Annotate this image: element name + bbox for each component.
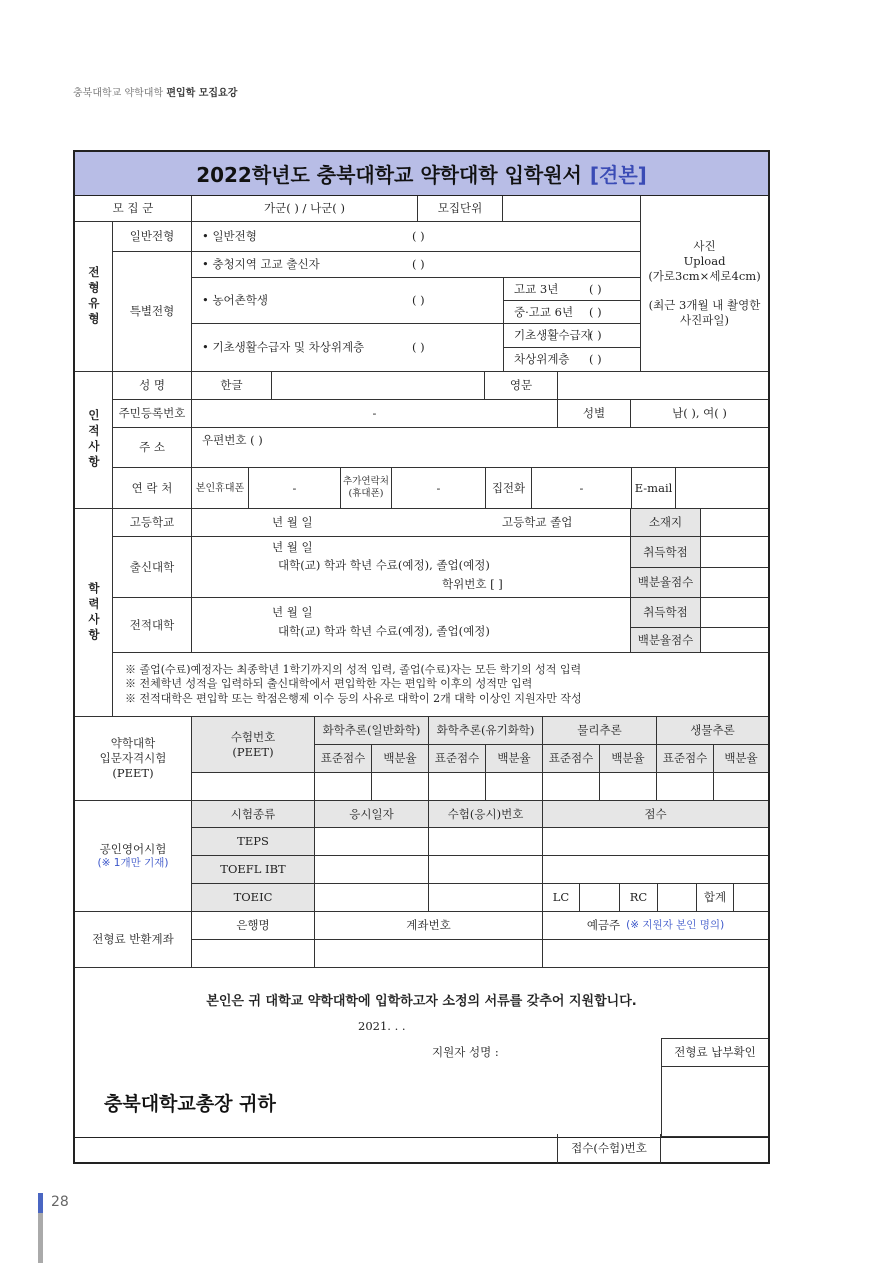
english-col-number: 수험(응시)번호 <box>429 801 543 828</box>
english-test-title: 공인영어시험 <box>99 841 167 856</box>
photo-label: 사진 <box>693 239 716 254</box>
sub-option-near-text: 차상위계층 <box>514 352 570 367</box>
location-label: 소재지 <box>631 509 701 537</box>
fee-check-label: 전형료 납부확인 <box>661 1038 768 1067</box>
special-track-option-2[interactable] <box>192 278 504 324</box>
peet-percentile-field-2[interactable] <box>486 773 543 801</box>
resident-id-field[interactable]: - <box>192 400 558 428</box>
highschool-date: 년 월 일 <box>272 515 313 530</box>
teps-date-field[interactable] <box>315 828 429 856</box>
special-track-label: 특별전형 <box>113 252 192 372</box>
recruit-unit-field[interactable] <box>503 196 641 222</box>
prev-percent-label: 백분율점수 <box>631 628 701 653</box>
peet-std-score-field-1[interactable] <box>315 773 372 801</box>
sub-option-ms6-check: ( ) <box>589 304 602 319</box>
english-name-label: 영문 <box>485 372 558 400</box>
peet-label-2: 입문자격시험 <box>99 751 167 766</box>
extra-contact-field[interactable]: - <box>392 468 486 509</box>
english-test-toeic: TOEIC <box>192 884 315 912</box>
special-track-check-1: ( ) <box>412 257 425 272</box>
gender-label: 성별 <box>558 400 631 428</box>
application-form <box>73 150 770 1164</box>
header-school: 충북대학교 약학대학 <box>73 88 164 99</box>
toeic-lc-field[interactable] <box>580 884 620 912</box>
toeic-total-label: 합계 <box>697 884 734 912</box>
fee-check-box[interactable] <box>661 1067 768 1137</box>
prev-university-date: 년 월 일 <box>272 605 313 619</box>
highschool-grad: 고등학교 졸업 <box>502 515 573 530</box>
page-number: 28 <box>51 1194 69 1210</box>
name-label: 성 명 <box>113 372 192 400</box>
receipt-number-field[interactable] <box>661 1134 770 1164</box>
peet-exam-number-field[interactable] <box>192 773 315 801</box>
university-date: 년 월 일 <box>272 540 313 554</box>
peet-subject-2: 화학추론(유기화학) <box>429 717 543 745</box>
refund-holder-text: 예금주 <box>586 918 621 933</box>
photo-note-2: 사진파일) <box>680 312 729 327</box>
education-section-label: 학력사항 <box>75 509 113 717</box>
extra-contact-label-1: 추가연락처 <box>343 475 389 487</box>
prev-university-label: 전적대학 <box>113 598 192 653</box>
prev-credits-label: 취득학점 <box>631 598 701 628</box>
toefl-score-field[interactable] <box>543 856 768 884</box>
peet-std-score-2: 표준점수 <box>429 745 486 773</box>
peet-std-score-field-4[interactable] <box>657 773 714 801</box>
english-name-field[interactable] <box>558 372 768 400</box>
refund-bank-label: 은행명 <box>192 912 315 940</box>
special-track-option-1[interactable] <box>192 252 641 278</box>
recruit-unit-label: 모집단위 <box>418 196 503 222</box>
peet-std-score-4: 표준점수 <box>657 745 714 773</box>
track-section-label: 전형유형 <box>75 222 113 372</box>
teps-number-field[interactable] <box>429 828 543 856</box>
english-col-type: 시험종류 <box>192 801 315 828</box>
prev-university-line: 대학(교) 학과 학년 수료(예정), 졸업(예정) <box>278 624 490 638</box>
refund-account-number-field[interactable] <box>315 940 543 968</box>
home-phone-field[interactable]: - <box>532 468 632 509</box>
refund-holder-label <box>543 912 768 940</box>
peet-percentile-2: 백분율 <box>486 745 543 773</box>
special-track-check-2: ( ) <box>412 293 425 308</box>
photo-size: (가로3cm×세로4cm) <box>648 269 761 284</box>
email-label: E-mail <box>632 468 676 509</box>
special-track-option-3[interactable] <box>192 324 504 372</box>
refund-holder-note: (※ 지원자 본인 명의) <box>626 918 725 931</box>
english-test-teps: TEPS <box>192 828 315 856</box>
pledge-statement: 본인은 귀 대학교 약학대학에 입학하고자 소정의 서류를 갖추어 지원합니다. <box>206 994 637 1009</box>
education-note-2: ※ 전체학년 성적을 입력하되 출신대학에서 편입학한 자는 편입학 이후의 성적만 입력 <box>125 677 533 691</box>
address-label: 주 소 <box>113 428 192 468</box>
english-col-date: 응시일자 <box>315 801 429 828</box>
highschool-label: 고등학교 <box>113 509 192 537</box>
zip-code-label: 우편번호 ( ) <box>202 433 263 447</box>
general-track-check: ( ) <box>412 229 425 244</box>
form-title: 2022학년도 충북대학교 약학대학 입학원서 <box>196 163 582 187</box>
sub-option-hs3-check: ( ) <box>589 281 602 296</box>
univ-credits-label: 취득학점 <box>631 537 701 568</box>
english-test-toefl: TOEFL IBT <box>192 856 315 884</box>
peet-subject-1: 화학추론(일반화학) <box>315 717 429 745</box>
toeic-rc-field[interactable] <box>658 884 697 912</box>
mobile-label: 본인휴대폰 <box>192 468 249 509</box>
refund-holder-field[interactable] <box>543 940 768 968</box>
korean-name-field[interactable] <box>272 372 485 400</box>
photo-note-1: (최근 3개월 내 촬영한 <box>648 297 761 312</box>
peet-label <box>75 717 192 801</box>
peet-percentile-1: 백분율 <box>372 745 429 773</box>
sub-option-hs3[interactable] <box>504 278 641 301</box>
peet-std-score-field-2[interactable] <box>429 773 486 801</box>
refund-account-number-label: 계좌번호 <box>315 912 543 940</box>
toefl-number-field[interactable] <box>429 856 543 884</box>
education-note-3: ※ 전적대학은 편입학 또는 학점은행제 이수 등의 사유로 대학이 2개 대학 이상인 지원자만 작성 <box>125 691 582 705</box>
recruit-label: 모 집 군 <box>75 196 192 222</box>
toeic-rc-label: RC <box>620 884 658 912</box>
peet-exam-number-label <box>192 717 315 773</box>
peet-percentile-3: 백분율 <box>600 745 657 773</box>
peet-std-score-3: 표준점수 <box>543 745 600 773</box>
english-test-label <box>75 801 192 912</box>
peet-exam-number-label-2: (PEET) <box>232 744 274 759</box>
english-col-score: 점수 <box>543 801 768 828</box>
home-phone-label: 집전화 <box>486 468 532 509</box>
address-field[interactable] <box>192 428 768 468</box>
peet-exam-number-label-1: 수험번호 <box>230 729 276 744</box>
toeic-total-field[interactable] <box>734 884 768 912</box>
sub-option-basic-check: ( ) <box>589 328 602 343</box>
special-track-check-3: ( ) <box>412 340 425 355</box>
form-title-bar <box>75 152 768 196</box>
university-line: 대학(교) 학과 학년 수료(예정), 졸업(예정) <box>278 558 490 572</box>
peet-std-score-field-3[interactable] <box>543 773 600 801</box>
photo-upload-label: Upload <box>683 254 726 269</box>
univ-credits-field[interactable] <box>701 537 768 568</box>
location-field[interactable] <box>701 509 768 537</box>
gender-field[interactable]: 남( ), 여( ) <box>631 400 768 428</box>
university-field[interactable] <box>192 537 631 598</box>
application-date: 2021. . . <box>358 1019 406 1033</box>
teps-score-field[interactable] <box>543 828 768 856</box>
peet-label-3: (PEET) <box>112 765 154 780</box>
peet-percentile-field-1[interactable] <box>372 773 429 801</box>
refund-account-label: 전형료 반환계좌 <box>75 912 192 968</box>
univ-percent-field[interactable] <box>701 568 768 598</box>
degree-number: 학위번호 [ ] <box>442 577 503 591</box>
general-track-label: 일반전형 <box>113 222 192 252</box>
prev-university-field[interactable] <box>192 598 631 653</box>
peet-label-1: 약학대학 <box>110 736 156 751</box>
sub-option-near-check: ( ) <box>589 352 602 367</box>
receipt-number-label: 접수(수험)번호 <box>557 1134 661 1164</box>
page-marker-bar <box>38 1193 43 1263</box>
contact-label: 연 락 처 <box>113 468 192 509</box>
refund-bank-field[interactable] <box>192 940 315 968</box>
toefl-date-field[interactable] <box>315 856 429 884</box>
addressee: 충북대학교총장 귀하 <box>104 1093 276 1115</box>
header-title: 편입학 모집요강 <box>166 88 238 99</box>
sub-option-basic[interactable] <box>504 324 641 348</box>
peet-percentile-field-4[interactable] <box>714 773 768 801</box>
highschool-field[interactable] <box>192 509 631 537</box>
resident-id-label: 주민등록번호 <box>113 400 192 428</box>
university-label: 출신대학 <box>113 537 192 598</box>
sub-option-near[interactable] <box>504 348 641 372</box>
peet-percentile-field-3[interactable] <box>600 773 657 801</box>
sub-option-ms6[interactable] <box>504 301 641 324</box>
korean-name-label: 한글 <box>192 372 272 400</box>
prev-percent-field[interactable] <box>701 628 768 653</box>
univ-percent-label: 백분율점수 <box>631 568 701 598</box>
peet-std-score-1: 표준점수 <box>315 745 372 773</box>
general-track-text: • 일반전형 <box>202 229 257 244</box>
sub-option-hs3-text: 고교 3년 <box>514 281 559 296</box>
applicant-signature[interactable]: 지원자 성명 : <box>432 1045 499 1059</box>
personal-section-label: 인적사항 <box>75 372 113 509</box>
running-header <box>73 84 237 99</box>
education-notes <box>113 653 768 717</box>
peet-subject-4: 생물추론 <box>657 717 768 745</box>
photo-upload-box[interactable] <box>641 196 768 372</box>
toeic-date-field[interactable] <box>315 884 429 912</box>
special-track-text-3: • 기초생활수급자 및 차상위계층 <box>202 340 365 355</box>
sub-option-ms6-text: 중·고교 6년 <box>514 304 574 319</box>
extra-contact-label <box>341 468 392 509</box>
sub-option-basic-text: 기초생활수급자 <box>514 328 592 343</box>
toeic-lc-label: LC <box>543 884 580 912</box>
toeic-number-field[interactable] <box>429 884 543 912</box>
peet-percentile-4: 백분율 <box>714 745 768 773</box>
general-track-option[interactable] <box>192 222 641 252</box>
education-note-1: ※ 졸업(수료)예정자는 최종학년 1학기까지의 성적 입력, 졸업(수료)자는 모든 학기의 성적 입력 <box>125 663 582 677</box>
english-test-note: (※ 1개만 기재) <box>97 856 169 869</box>
extra-contact-label-2: (휴대폰) <box>348 488 384 499</box>
prev-credits-field[interactable] <box>701 598 768 628</box>
email-field[interactable] <box>676 468 768 509</box>
peet-subject-3: 물리추론 <box>543 717 657 745</box>
mobile-field[interactable]: - <box>249 468 341 509</box>
special-track-text-1: • 충청지역 고교 출신자 <box>202 257 320 272</box>
special-track-text-2: • 농어촌학생 <box>202 293 268 308</box>
recruit-group-field[interactable]: 가군( ) / 나군( ) <box>192 196 418 222</box>
form-title-badge: [견본] <box>589 163 647 187</box>
